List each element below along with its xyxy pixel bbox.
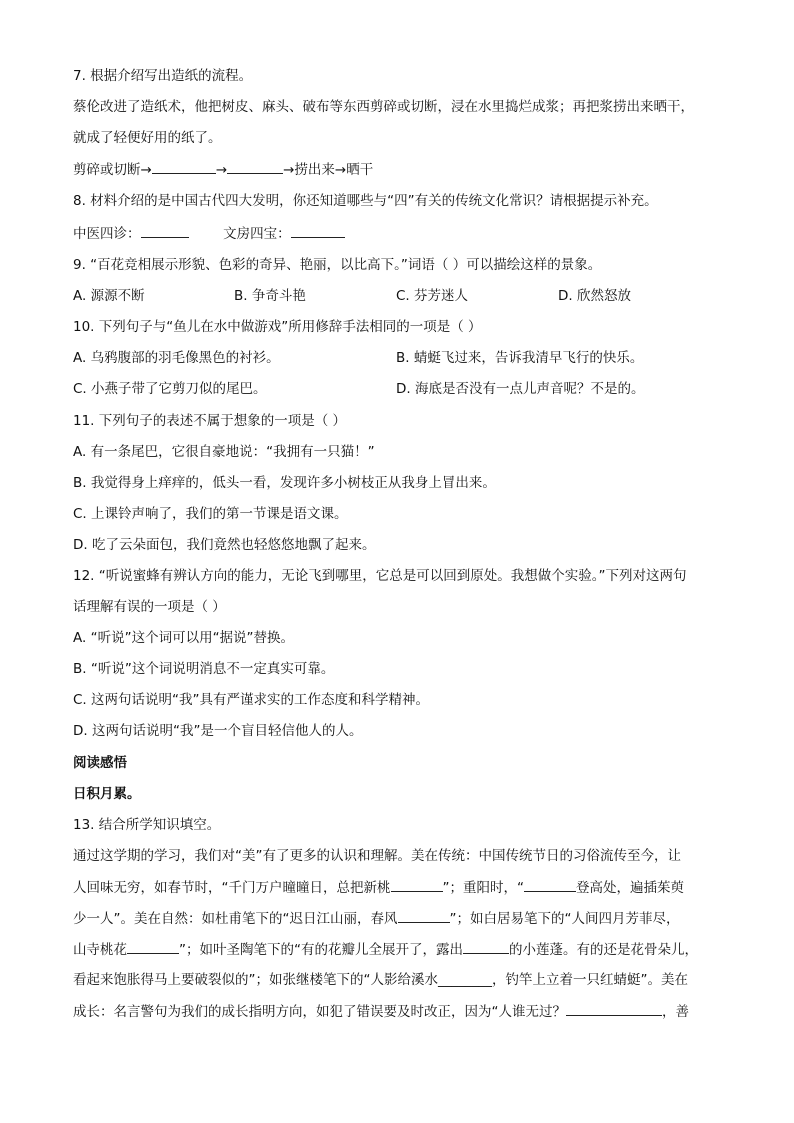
q13-stem: 13. 结合所学知识填空。 — [73, 817, 221, 833]
q9-option-d[interactable]: D. 欣然怒放 — [558, 288, 631, 304]
q7-blank-1[interactable] — [152, 159, 216, 174]
q9-option-a[interactable]: A. 源源不断 — [73, 288, 145, 304]
q13-line3-part1: 少一人”。美在自然：如杜甫笔下的“迟日江山丽，春风 — [73, 911, 398, 927]
q10-stem: 10. 下列句子与“鱼儿在水中做游戏”所用修辞手法相同的一项是（ ） — [73, 319, 482, 335]
q13-blank-7[interactable] — [566, 1001, 662, 1016]
q13-line3 — [73, 908, 680, 929]
q9-option-b[interactable]: B. 争奇斗艳 — [234, 288, 306, 304]
q10-option-a[interactable]: A. 乌鸦腹部的羽毛像黑色的衬衫。 — [73, 350, 280, 366]
q8-items — [73, 223, 345, 244]
q13-line5: 看起来饱胀得马上要破裂似的”；如张继楼笔下的“人影给溪水________，钓竿上立着一只红蜻蜓”。美在 — [73, 972, 688, 988]
q13-line3-part2: ”；如白居易笔下的“人间四月芳菲尽， — [449, 911, 680, 927]
q7-flow-start: 剪碎或切断→ — [73, 162, 152, 178]
q13-blank-5[interactable] — [463, 939, 509, 954]
q7-text-line2: 就成了轻便好用的纸了。 — [73, 130, 222, 146]
q7-flow-arrow: → — [215, 162, 228, 178]
q12-option-b[interactable]: B. “听说”这个词说明消息不一定真实可靠。 — [73, 661, 335, 677]
q13-line2-part3: 登高处，遍插茱萸 — [576, 880, 684, 896]
q12-stem-line2: 话理解有误的一项是（ ） — [73, 599, 226, 615]
q10-option-b[interactable]: B. 蜻蜓飞过来，告诉我清早飞行的快乐。 — [396, 350, 644, 366]
q11-option-d[interactable]: D. 吃了云朵面包，我们竟然也轻悠悠地飘了起来。 — [73, 537, 376, 553]
q12-option-d[interactable]: D. 这两句话说明“我”是一个盲目轻信他人的人。 — [73, 723, 363, 739]
q13-blank-1[interactable] — [391, 877, 443, 892]
q7-flow — [73, 159, 373, 180]
section-title: 阅读感悟 — [73, 755, 127, 771]
q11-option-a[interactable]: A. 有一条尾巴，它很自豪地说：“我拥有一只猫！” — [73, 444, 375, 460]
q13-line6-part2: ，善 — [662, 1004, 689, 1020]
q8-stem: 8. 材料介绍的是中国古代四大发明，你还知道哪些与“四”有关的传统文化常识？请根据提示补充。 — [73, 193, 658, 209]
q13-line4-part2: ”；如叶圣陶笔下的“有的花瓣儿全展开了，露出 — [179, 942, 463, 958]
q11-option-b[interactable]: B. 我觉得身上痒痒的，低头一看，发现许多小树枝正从我身上冒出来。 — [73, 475, 496, 491]
q9-option-c[interactable]: C. 芬芳迷人 — [396, 288, 469, 304]
q8-blank-1[interactable] — [141, 223, 189, 238]
q13-blank-4[interactable] — [127, 939, 179, 954]
q12-stem-line1: 12. “听说蜜蜂有辨认方向的能力，无论飞到哪里，它总是可以回到原处。我想做个实验。”下列对这两句 — [73, 568, 687, 584]
q8-item2-label: 文房四宝： — [223, 226, 291, 242]
q7-stem: 7. 根据介绍写出造纸的流程。 — [73, 68, 253, 84]
q13-line1: 通过这学期的学习，我们对“美”有了更多的认识和理解。美在传统：中国传统节日的习俗流传至今，让 — [73, 848, 681, 864]
q10-option-c[interactable]: C. 小燕子带了它剪刀似的尾巴。 — [73, 381, 267, 397]
q13-blank-2[interactable] — [524, 877, 576, 892]
q13-line4-part3: 的小莲蓬。有的还是花骨朵儿， — [509, 942, 698, 958]
q7-blank-2[interactable] — [227, 159, 283, 174]
q13-line4-part1: 山寺桃花 — [73, 942, 127, 958]
q10-option-d[interactable]: D. 海底是否没有一点儿声音呢？不是的。 — [396, 381, 645, 397]
q7-text-line1: 蔡伦改进了造纸术，他把树皮、麻头、破布等东西剪碎或切断，浸在水里捣烂成浆；再把浆捞出来晒干， — [73, 99, 694, 115]
section-subtitle: 日积月累。 — [73, 786, 141, 802]
q8-item1-label: 中医四诊： — [73, 226, 141, 242]
q13-blank-3[interactable] — [398, 908, 450, 923]
q13-line2-part2: ”；重阳时，“ — [442, 880, 524, 896]
q8-blank-2[interactable] — [291, 223, 345, 238]
q13-line2 — [73, 877, 684, 898]
q13-line6 — [73, 1001, 689, 1022]
q12-option-c[interactable]: C. 这两句话说明“我”具有严谨求实的工作态度和科学精神。 — [73, 692, 429, 708]
q11-stem: 11. 下列句子的表述不属于想象的一项是（ ） — [73, 413, 347, 429]
q9-stem: 9. “百花竞相展示形貌、色彩的奇异、艳丽，以比高下。”词语（ ）可以描绘这样的景象。 — [73, 257, 602, 273]
q13-line6-part1: 成长：名言警句为我们的成长指明方向，如犯了错误要及时改正，因为“人谁无过？ — [73, 1004, 566, 1020]
q13-line2-part1: 人回味无穷，如春节时，“千门万户曈曈日，总把新桃 — [73, 880, 391, 896]
q11-option-c[interactable]: C. 上课铃声响了，我们的第一节课是语文课。 — [73, 506, 348, 522]
q12-option-a[interactable]: A. “听说”这个词可以用“据说”替换。 — [73, 630, 295, 646]
q13-line4 — [73, 939, 698, 960]
q7-flow-mid: →捞出来→晒干 — [283, 162, 374, 178]
